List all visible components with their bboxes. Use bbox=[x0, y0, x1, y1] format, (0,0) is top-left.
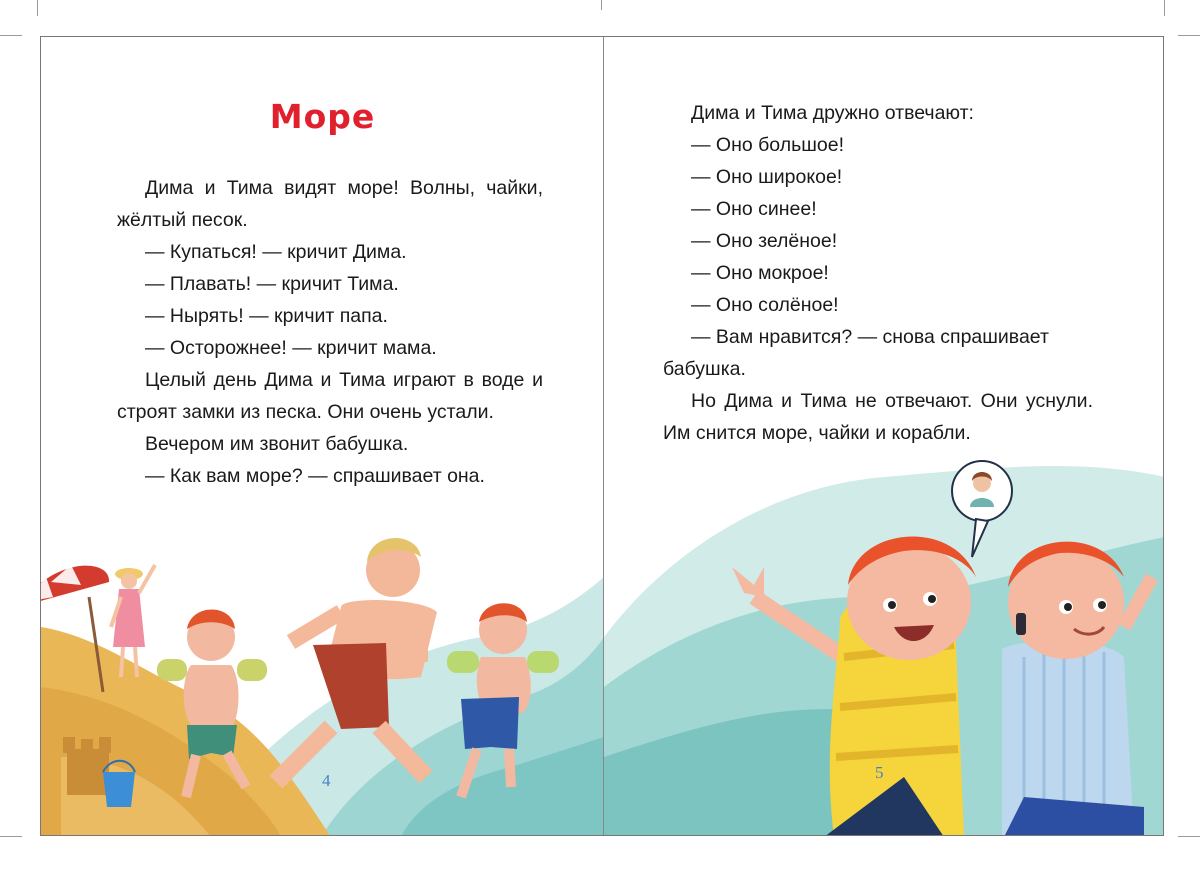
crop-mark bbox=[601, 0, 602, 10]
crop-mark bbox=[1178, 35, 1200, 36]
left-page bbox=[41, 37, 604, 835]
paragraph: — Купаться! — кричит Дима. bbox=[145, 241, 407, 263]
paragraph: — Оно большое! bbox=[691, 134, 844, 156]
paragraph: — Оно широкое! bbox=[691, 166, 843, 188]
paragraph: — Оно синее! bbox=[691, 198, 817, 220]
paragraph: Но Дима и Тима не отвечают. Они уснули. Им снится море, чайки и корабли. bbox=[663, 390, 1093, 444]
paragraph: — Вам нравится? — снова спрашивает бабушка. bbox=[663, 326, 1049, 380]
paragraph: Дима и Тима видят море! Волны, чайки, жёлтый песок. bbox=[117, 177, 543, 231]
sandcastle bbox=[63, 737, 111, 795]
crop-mark bbox=[37, 0, 38, 16]
paragraph: — Нырять! — кричит папа. bbox=[145, 305, 388, 327]
paragraph: — Как вам море? — спрашивает она. bbox=[145, 465, 485, 487]
left-page-text bbox=[117, 172, 543, 492]
paragraph: Дима и Тима дружно отвечают: bbox=[691, 102, 974, 124]
paragraph: Целый день Дима и Тима играют в воде и строят замки из песка. Они очень устали. bbox=[117, 369, 543, 423]
right-page-text bbox=[663, 97, 1093, 449]
page-title: Море bbox=[269, 97, 376, 136]
crop-mark bbox=[1178, 836, 1200, 837]
paragraph: — Оно мокрое! bbox=[691, 262, 829, 284]
paragraph: — Оно солёное! bbox=[691, 294, 839, 316]
paragraph: — Оно зелёное! bbox=[691, 230, 838, 252]
paragraph: — Осторожнее! — кричит мама. bbox=[145, 337, 437, 359]
page-number: 5 bbox=[875, 763, 884, 782]
crop-mark bbox=[1164, 0, 1165, 16]
paragraph: — Плавать! — кричит Тима. bbox=[145, 273, 399, 295]
paragraph: Вечером им звонит бабушка. bbox=[145, 433, 409, 455]
crop-mark bbox=[0, 35, 22, 36]
page-number: 4 bbox=[322, 771, 331, 790]
crop-mark bbox=[0, 836, 22, 837]
right-page bbox=[604, 37, 1164, 835]
book-spread bbox=[40, 36, 1164, 836]
